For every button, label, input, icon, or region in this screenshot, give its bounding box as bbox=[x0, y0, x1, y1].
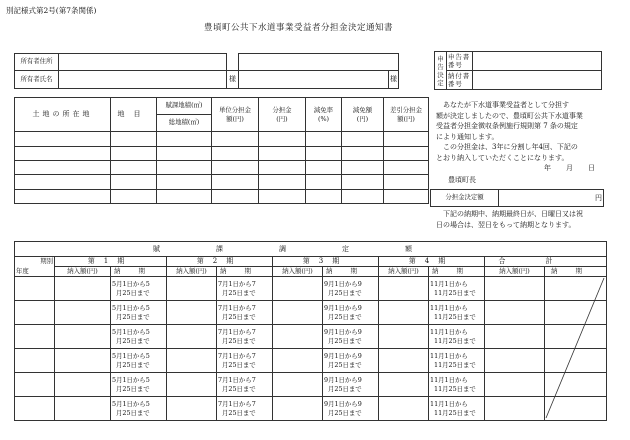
land-cell[interactable] bbox=[384, 161, 429, 175]
due-line: 月25日まで bbox=[222, 336, 256, 345]
col-unit-b: 額(円) bbox=[226, 114, 244, 123]
land-row bbox=[15, 161, 429, 175]
col-amount-b: (円) bbox=[276, 114, 288, 123]
land-cell[interactable] bbox=[212, 190, 259, 204]
paid-cell-2[interactable] bbox=[167, 373, 217, 397]
due-cell-2 bbox=[217, 373, 273, 397]
due-line: 月25日まで bbox=[222, 288, 256, 297]
land-cell[interactable] bbox=[15, 132, 111, 147]
due-line: 月25日まで bbox=[222, 384, 256, 393]
land-cell[interactable] bbox=[342, 161, 384, 175]
paid-cell-1[interactable] bbox=[55, 349, 111, 373]
paid-cell-3[interactable] bbox=[273, 373, 323, 397]
levy-row bbox=[15, 373, 607, 397]
year-cell[interactable] bbox=[15, 325, 55, 349]
land-cell[interactable] bbox=[15, 161, 111, 175]
due-line: 5月1日から5 bbox=[112, 327, 150, 336]
paid-cell-total[interactable] bbox=[485, 349, 545, 373]
form-label: 別記様式第2号(第7条関係) bbox=[6, 6, 97, 15]
notice-town-head: 豊頃町長 bbox=[448, 175, 476, 184]
land-cell[interactable] bbox=[259, 132, 306, 147]
due-line: 11月1日から bbox=[430, 375, 468, 384]
due-line: 9月1日から9 bbox=[324, 327, 362, 336]
due-line: 7月1日から7 bbox=[218, 327, 256, 336]
levy-title: 賦課調定額 bbox=[15, 242, 607, 257]
col-location: 土地の所在地 bbox=[15, 98, 111, 132]
paid-cell-3[interactable] bbox=[273, 277, 323, 301]
land-table bbox=[14, 97, 429, 204]
due-cell-1 bbox=[111, 397, 167, 421]
levy-row bbox=[15, 325, 607, 349]
stamp-box bbox=[434, 51, 602, 90]
land-cell[interactable] bbox=[384, 132, 429, 147]
paid-cell-1[interactable] bbox=[55, 277, 111, 301]
year-cell[interactable] bbox=[15, 277, 55, 301]
notice-p1-l1: あなたが下水道事業受益者として分担す bbox=[443, 101, 569, 109]
land-cell[interactable] bbox=[111, 190, 157, 204]
paid-cell-total[interactable] bbox=[485, 301, 545, 325]
owner-name-label: 所有者氏名 bbox=[15, 71, 59, 89]
due-header-2: 納期 bbox=[217, 267, 273, 277]
period-3: 第3期 bbox=[273, 257, 379, 267]
paid-cell-1[interactable] bbox=[55, 397, 111, 421]
land-cell[interactable] bbox=[157, 190, 212, 204]
levy-row bbox=[15, 349, 607, 373]
paid-header-3: 納入額(円) bbox=[273, 267, 323, 277]
year-cell[interactable] bbox=[15, 301, 55, 325]
notice-p2-l1: この分担金は、3年に分割し年4回、下記の bbox=[443, 143, 578, 151]
due-line: 9月1日から9 bbox=[324, 279, 362, 288]
due-line: 月25日まで bbox=[116, 312, 150, 321]
owner-name-field-1[interactable] bbox=[59, 71, 227, 89]
due-cell-3 bbox=[323, 325, 379, 349]
land-cell[interactable] bbox=[157, 132, 212, 147]
land-row bbox=[15, 132, 429, 147]
due-line: 11月25日まで bbox=[434, 312, 476, 321]
land-cell[interactable] bbox=[384, 175, 429, 190]
due-cell-1 bbox=[111, 349, 167, 373]
stamp-v2: 決定 bbox=[437, 70, 444, 87]
land-cell[interactable] bbox=[157, 161, 212, 175]
col-diff-b: 額(円) bbox=[397, 114, 415, 123]
owner-address-field-2[interactable] bbox=[239, 54, 399, 71]
levy-row bbox=[15, 301, 607, 325]
notice-p1-l2: 額が決定しましたので、豊頃町公共下水道事業 bbox=[436, 111, 583, 120]
due-line: 11月1日から bbox=[430, 351, 468, 360]
paid-cell-1[interactable] bbox=[55, 325, 111, 349]
land-cell[interactable] bbox=[306, 132, 342, 147]
paid-cell-4[interactable] bbox=[379, 373, 429, 397]
land-cell[interactable] bbox=[15, 190, 111, 204]
year-label: 年度 bbox=[15, 267, 55, 277]
due-cell-1 bbox=[111, 373, 167, 397]
due-line: 9月1日から9 bbox=[324, 399, 362, 408]
land-cell[interactable] bbox=[259, 161, 306, 175]
land-cell[interactable] bbox=[259, 147, 306, 161]
land-cell[interactable] bbox=[342, 147, 384, 161]
due-line: 5月1日から5 bbox=[112, 399, 150, 408]
due-line: 月25日まで bbox=[116, 360, 150, 369]
stamp-row1-field[interactable] bbox=[473, 52, 602, 71]
land-cell[interactable] bbox=[157, 175, 212, 190]
land-cell[interactable] bbox=[111, 147, 157, 161]
period-total: 合計 bbox=[485, 257, 607, 267]
land-cell[interactable] bbox=[342, 175, 384, 190]
due-line: 11月1日から bbox=[430, 279, 468, 288]
land-cell[interactable] bbox=[384, 190, 429, 204]
col-unit-a: 単位分担金 bbox=[219, 105, 251, 114]
due-cell-2 bbox=[217, 301, 273, 325]
land-cell[interactable] bbox=[212, 175, 259, 190]
col-rate-b: (%) bbox=[317, 114, 330, 123]
decision-yen: 円 bbox=[595, 193, 602, 202]
due-line: 月25日まで bbox=[328, 360, 362, 369]
owner-address-label: 所有者住所 bbox=[15, 54, 59, 71]
due-line: 11月25日まで bbox=[434, 336, 476, 345]
col-amount-a: 分担金 bbox=[272, 105, 292, 114]
land-cell[interactable] bbox=[111, 175, 157, 190]
notice-p1-l3: 受益者分担金徴収条例施行規則第 7 条の規定 bbox=[436, 122, 578, 130]
paid-header-2: 納入額(円) bbox=[167, 267, 217, 277]
due-line: 月25日まで bbox=[328, 384, 362, 393]
land-row bbox=[15, 175, 429, 190]
notice-date: 年 月 日 bbox=[544, 164, 599, 172]
notice-p3 bbox=[436, 209, 610, 230]
due-cell-4 bbox=[429, 397, 485, 421]
paid-cell-2[interactable] bbox=[167, 325, 217, 349]
due-line: 月25日まで bbox=[328, 312, 362, 321]
col-exempt-a: 減免額 bbox=[352, 105, 373, 114]
paid-cell-1[interactable] bbox=[55, 301, 111, 325]
paid-cell-4[interactable] bbox=[379, 301, 429, 325]
due-cell-4 bbox=[429, 301, 485, 325]
land-cell[interactable] bbox=[306, 190, 342, 204]
land-cell[interactable] bbox=[259, 190, 306, 204]
period-2: 第2期 bbox=[167, 257, 273, 267]
paid-header-4: 納入額(円) bbox=[379, 267, 429, 277]
paid-cell-total[interactable] bbox=[485, 277, 545, 301]
page-title: 豊頃町公共下水道事業受益者分担金決定通知書 bbox=[204, 23, 394, 33]
due-cell-4 bbox=[429, 277, 485, 301]
due-line: 7月1日から7 bbox=[218, 399, 256, 408]
due-cell-2 bbox=[217, 349, 273, 373]
notice-p3-l1: 下記の納期中、納期最終日が、日曜日又は祝 bbox=[443, 210, 583, 218]
due-cell-1 bbox=[111, 325, 167, 349]
levy-table bbox=[14, 241, 607, 421]
due-line: 5月1日から5 bbox=[112, 351, 150, 360]
due-line: 11月25日まで bbox=[434, 408, 476, 417]
total-due-diagonal bbox=[544, 276, 606, 420]
period-4: 第4期 bbox=[379, 257, 485, 267]
levy-row bbox=[15, 397, 607, 421]
paid-cell-total[interactable] bbox=[485, 373, 545, 397]
due-line: 月25日まで bbox=[328, 336, 362, 345]
decision-label: 分担金決定額 bbox=[431, 190, 499, 207]
year-cell[interactable] bbox=[15, 373, 55, 397]
land-cell[interactable] bbox=[306, 161, 342, 175]
stamp-row2-label: 納付書番号 bbox=[447, 71, 473, 90]
paid-cell-1[interactable] bbox=[55, 373, 111, 397]
due-header-total: 納期 bbox=[545, 267, 607, 277]
due-line: 月25日まで bbox=[116, 408, 150, 417]
due-line: 9月1日から9 bbox=[324, 351, 362, 360]
due-line: 月25日まで bbox=[328, 288, 362, 297]
sama-mark-2: 様 bbox=[389, 71, 399, 89]
owner-address-field[interactable] bbox=[59, 54, 227, 71]
land-cell[interactable] bbox=[111, 132, 157, 147]
land-cell[interactable] bbox=[111, 161, 157, 175]
due-line: 5月1日から5 bbox=[112, 375, 150, 384]
owner-name-field-2[interactable] bbox=[239, 71, 389, 89]
col-diff-a: 差引分担金 bbox=[390, 105, 422, 114]
paid-cell-2[interactable] bbox=[167, 301, 217, 325]
stamp-v1: 申告 bbox=[437, 54, 444, 71]
period-label: 期別 bbox=[15, 257, 55, 267]
col-category: 地目 bbox=[111, 98, 157, 132]
owner-table bbox=[14, 53, 399, 89]
sama-mark-1: 様 bbox=[227, 71, 239, 89]
due-cell-3 bbox=[323, 277, 379, 301]
due-cell-2 bbox=[217, 397, 273, 421]
due-line: 11月25日まで bbox=[434, 288, 476, 297]
due-cell-3 bbox=[323, 301, 379, 325]
land-cell[interactable] bbox=[306, 147, 342, 161]
land-cell[interactable] bbox=[157, 147, 212, 161]
stamp-row2-field[interactable] bbox=[473, 71, 602, 90]
due-line: 7月1日から7 bbox=[218, 303, 256, 312]
due-line: 9月1日から9 bbox=[324, 375, 362, 384]
due-line: 11月1日から bbox=[430, 327, 468, 336]
land-row bbox=[15, 190, 429, 204]
land-cell[interactable] bbox=[342, 132, 384, 147]
land-cell[interactable] bbox=[306, 175, 342, 190]
due-line: 月25日まで bbox=[328, 408, 362, 417]
col-exempt-b: (円) bbox=[356, 114, 369, 123]
due-line: 月25日まで bbox=[222, 360, 256, 369]
due-line: 11月1日から bbox=[430, 303, 468, 312]
land-cell[interactable] bbox=[212, 147, 259, 161]
due-header-4: 納期 bbox=[429, 267, 485, 277]
paid-cell-3[interactable] bbox=[273, 301, 323, 325]
col-rate-a: 減免率 bbox=[313, 105, 334, 114]
year-cell[interactable] bbox=[15, 397, 55, 421]
paid-cell-3[interactable] bbox=[273, 397, 323, 421]
levy-row bbox=[15, 277, 607, 301]
land-cell[interactable] bbox=[259, 175, 306, 190]
paid-cell-2[interactable] bbox=[167, 349, 217, 373]
due-cell-4 bbox=[429, 325, 485, 349]
paid-cell-total[interactable] bbox=[485, 397, 545, 421]
due-line: 5月1日から5 bbox=[112, 303, 150, 312]
notice-p3-l2: 日の場合は、翌日をもって納期となります。 bbox=[436, 220, 576, 229]
due-line: 7月1日から7 bbox=[218, 375, 256, 384]
due-line: 11月25日まで bbox=[434, 360, 476, 369]
paid-cell-4[interactable] bbox=[379, 397, 429, 421]
col-area-bottom: 総地積(㎡) bbox=[157, 115, 212, 132]
decision-amount-field[interactable] bbox=[499, 190, 604, 207]
due-cell-3 bbox=[323, 397, 379, 421]
due-cell-4 bbox=[429, 373, 485, 397]
paid-cell-4[interactable] bbox=[379, 277, 429, 301]
paid-header-1: 納入額(円) bbox=[55, 267, 111, 277]
due-cell-2 bbox=[217, 277, 273, 301]
due-line: 月25日まで bbox=[222, 408, 256, 417]
due-line: 9月1日から9 bbox=[324, 303, 362, 312]
paid-cell-4[interactable] bbox=[379, 325, 429, 349]
due-cell-1 bbox=[111, 277, 167, 301]
due-cell-4 bbox=[429, 349, 485, 373]
land-cell[interactable] bbox=[342, 190, 384, 204]
due-cell-1 bbox=[111, 301, 167, 325]
land-cell[interactable] bbox=[15, 147, 111, 161]
due-line: 5月1日から5 bbox=[112, 279, 150, 288]
paid-cell-3[interactable] bbox=[273, 325, 323, 349]
paid-cell-2[interactable] bbox=[167, 277, 217, 301]
due-header-1: 納期 bbox=[111, 267, 167, 277]
land-row bbox=[15, 147, 429, 161]
paid-cell-2[interactable] bbox=[167, 397, 217, 421]
due-cell-3 bbox=[323, 349, 379, 373]
notice-block bbox=[436, 100, 608, 185]
land-cell[interactable] bbox=[384, 147, 429, 161]
due-line: 月25日まで bbox=[116, 288, 150, 297]
due-line: 月25日まで bbox=[116, 336, 150, 345]
paid-header-total: 納入額(円) bbox=[485, 267, 545, 277]
due-line: 月25日まで bbox=[222, 312, 256, 321]
col-area-top: 賦課地積(㎡) bbox=[157, 98, 212, 115]
due-line: 月25日まで bbox=[116, 384, 150, 393]
due-line: 7月1日から7 bbox=[218, 279, 256, 288]
due-cell-2 bbox=[217, 325, 273, 349]
land-cell[interactable] bbox=[212, 132, 259, 147]
stamp-row1-label: 申告書番号 bbox=[447, 52, 473, 71]
due-line: 11月1日から bbox=[430, 399, 468, 408]
land-cell[interactable] bbox=[15, 175, 111, 190]
due-cell-3 bbox=[323, 373, 379, 397]
due-header-3: 納期 bbox=[323, 267, 379, 277]
paid-cell-3[interactable] bbox=[273, 349, 323, 373]
paid-cell-4[interactable] bbox=[379, 349, 429, 373]
due-line: 11月25日まで bbox=[434, 384, 476, 393]
notice-p1-l4: により通知します。 bbox=[436, 132, 499, 141]
due-line: 7月1日から7 bbox=[218, 351, 256, 360]
period-1: 第1期 bbox=[55, 257, 167, 267]
decision-box bbox=[430, 189, 604, 207]
notice-p2-l2: とおり納入していただくことになります。 bbox=[436, 153, 569, 162]
land-cell[interactable] bbox=[212, 161, 259, 175]
year-cell[interactable] bbox=[15, 349, 55, 373]
paid-cell-total[interactable] bbox=[485, 325, 545, 349]
